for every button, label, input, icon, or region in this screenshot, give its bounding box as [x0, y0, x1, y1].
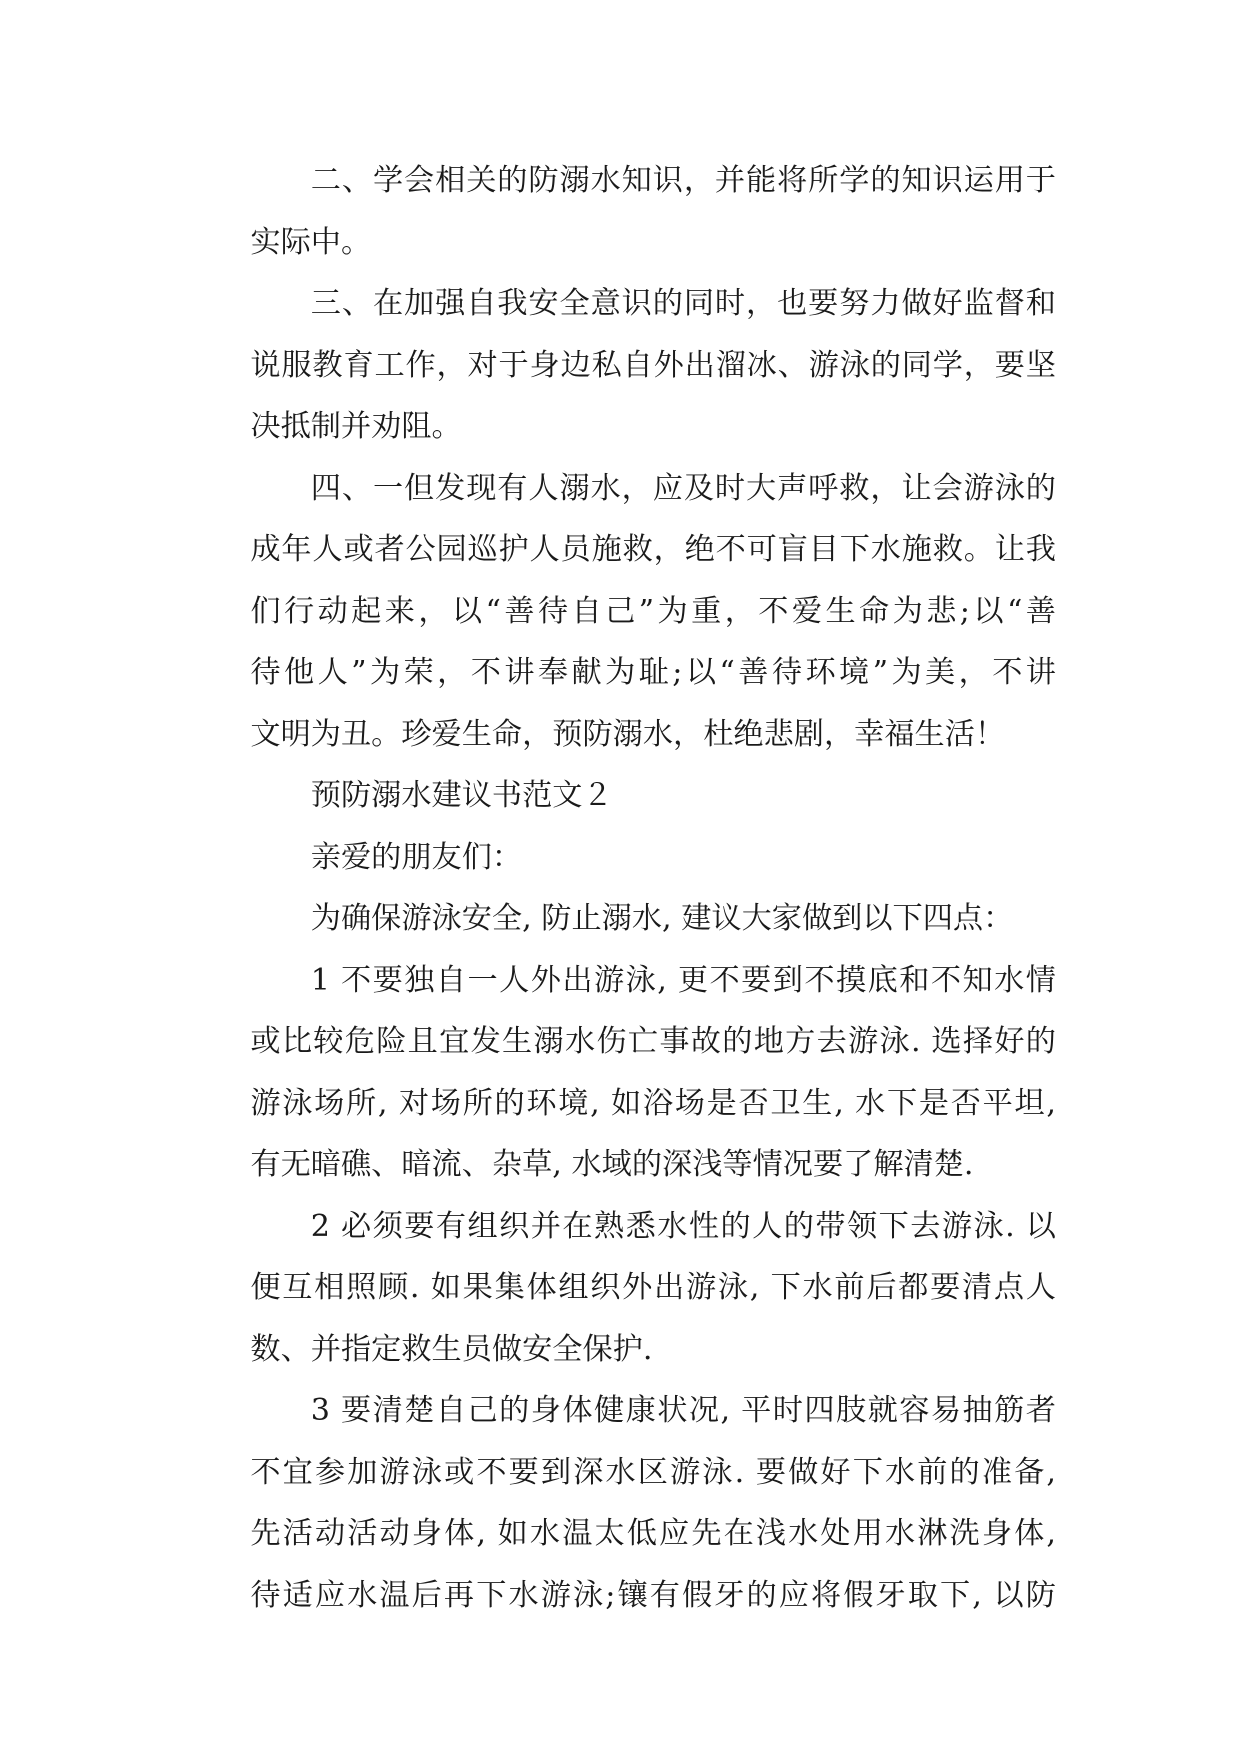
text-line: 实际中。: [250, 224, 372, 260]
text-line: 先活动活动身体, 如水温太低应先在浅水处用水淋洗身体,: [250, 1516, 1056, 1551]
text-line: 待适应水温后再下水游泳;镶有假牙的应将假牙取下, 以防: [250, 1577, 1056, 1613]
list-item-2: [190, 1196, 1056, 1381]
text-line: 成年人或者公园巡护人员施救，绝不可盲目下水施救。让我: [250, 532, 1056, 567]
text-line: 待他人”为荣，不讲奉献为耻;以“善待环境”为美，不讲: [250, 655, 1056, 690]
text-line: 1 不要独自一人外出游泳, 更不要到不摸底和不知水情: [310, 962, 1056, 998]
paragraph-three: [190, 273, 1056, 458]
text-line: 们行动起来，以“善待自己”为重，不爱生命为悲;以“善: [250, 593, 1056, 629]
text-line: 3 要清楚自己的身体健康状况, 平时四肢就容易抽筋者: [310, 1393, 1056, 1428]
text-line: 不宜参加游泳或不要到深水区游泳. 要做好下水前的准备,: [250, 1454, 1056, 1490]
document-page: [190, 150, 1056, 1626]
text-line: 或比较危险且宜发生溺水伤亡事故的地方去游泳. 选择好的: [250, 1024, 1056, 1059]
text-line: 有无暗礁、暗流、杂草, 水域的深浅等情况要了解清楚.: [250, 1147, 974, 1182]
text-line: 说服教育工作，对于身边私自外出溜冰、游泳的同学，要坚: [250, 347, 1056, 383]
text-line: 文明为丑。珍爱生命，预防溺水，杜绝悲剧，幸福生活！: [250, 716, 1006, 752]
text-line: 便互相照顾. 如果集体组织外出游泳, 下水前后都要清点人: [250, 1270, 1056, 1305]
paragraph-two: [190, 150, 1056, 273]
text-line: 2 必须要有组织并在熟悉水性的人的带领下去游泳. 以: [310, 1208, 1056, 1244]
text-line: 四、一但发现有人溺水，应及时大声呼救，让会游泳的: [310, 470, 1056, 506]
intro-paragraph: [190, 888, 1056, 950]
list-item-1: [190, 950, 1056, 1196]
text-line: 数、并指定救生员做安全保护.: [250, 1331, 653, 1367]
paragraph-four: [190, 458, 1056, 766]
text-line: 决抵制并劝阻。: [250, 409, 462, 444]
list-item-3: [190, 1380, 1056, 1626]
text-line: 二、学会相关的防溺水知识，并能将所学的知识运用于: [310, 163, 1056, 198]
text-line: 游泳场所, 对场所的环境, 如浴场是否卫生, 水下是否平坦,: [250, 1085, 1056, 1121]
section-title-text: 预防溺水建议书范文２: [310, 778, 613, 813]
greeting: [190, 827, 1056, 889]
greeting-text: 亲爱的朋友们：: [310, 839, 523, 875]
section-title: [190, 765, 1056, 827]
text-line: 为确保游泳安全, 防止溺水, 建议大家做到以下四点：: [310, 901, 1014, 936]
text-line: 三、在加强自我安全意识的同时，也要努力做好监督和: [310, 286, 1056, 321]
